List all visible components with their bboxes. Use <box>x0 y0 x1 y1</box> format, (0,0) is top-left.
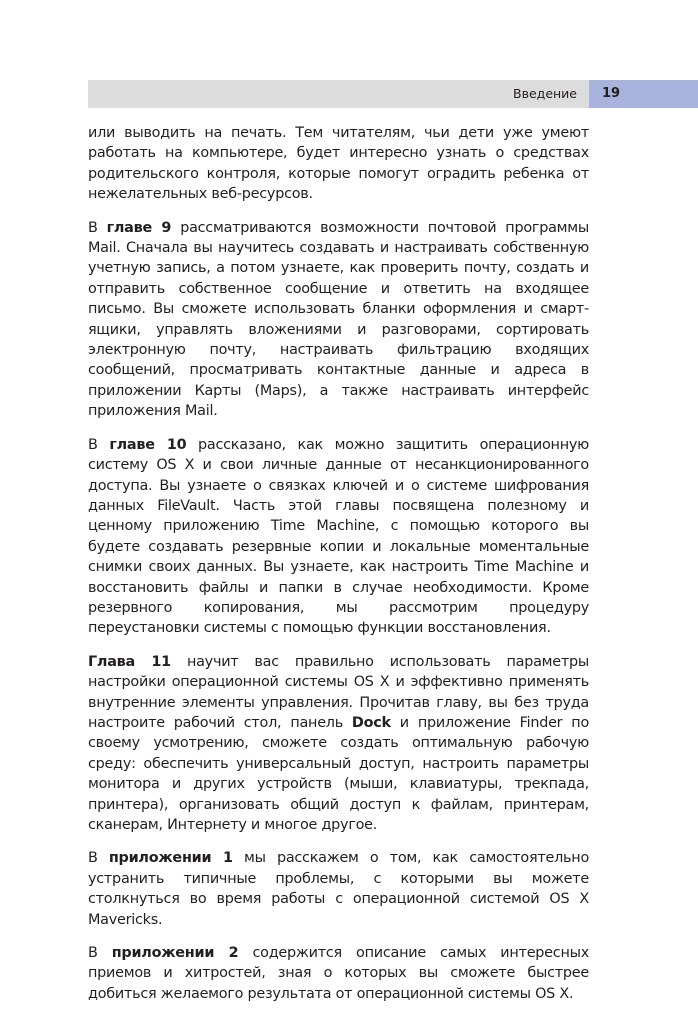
paragraph-chapter-9-text: рассматриваются возможности почтовой программы Mail. Сначала вы научитесь создавать и настраивать собственную учетную запись, а потом узнаете, как проверить почту, создать и отправить собственное сообщение и ответить на входящее письмо. Вы сможете использовать бланки оформления и смарт-ящики, управлять вложениями и разговорами, сортировать электронную почту, настраивать фильтрацию входящих сообщений, просматривать контактные данные и адреса в приложении Карты (Maps), а также настраивать интерфейс приложения Mail. <box>88 219 589 420</box>
paragraph-chapter-9 <box>88 218 589 422</box>
appendix-2-ref: приложении 2 <box>111 945 239 962</box>
paragraph-chapter-11 <box>88 652 589 836</box>
paragraph-chapter-10-text: рассказано, как можно защитить операционную систему OS X и свои личные данные от несанкционированного доступа. Вы узнаете о связках ключей и о системе шифрования данных FileVault. Часть этой главы посвящена полезному и ценному приложению Time Machine, с помощью которого вы будете создавать резервные копии и локальные моментальные снимки своих данных. Вы узнаете, как настроить Time Machine и восстановить файлы и папки в случае необходимости. Кроме резервного копирования, мы рассмотрим процедуру переустановки системы с помощью функции восстановления. <box>88 436 589 637</box>
paragraph-chapter-10-lead: В <box>88 436 110 453</box>
paragraph-chapter-10 <box>88 435 589 639</box>
paragraph-appendix-1-text: мы расскажем о том, как самостоятельно устранить типичные проблемы, с которыми вы можете столкнуться во время работы с операционной системой OS X Mavericks. <box>88 850 589 928</box>
paragraph-appendix-2-lead: В <box>88 945 112 962</box>
paragraph-chapter-11-text-2: и приложение Finder по своему усмотрению, сможете создать оптимальную рабочую среду: обеспечить универсальный доступ, настроить параметры монитора и других устройств (мыши, клавиатуры, трекпада, принтера), организовать общий доступ к файлам, принтерам, сканерам, Интернету и многое другое. <box>88 714 589 833</box>
paragraph-appendix-2-text: содержится описание самых интересных приемов и хитростей, зная о которых вы сможете быстрее добиться желаемого результата от операционной системы OS X. <box>88 945 589 1002</box>
dock-term: Dock <box>351 714 391 731</box>
paragraph-chapter-9-lead: В <box>88 219 107 236</box>
page-body <box>88 123 589 1017</box>
paragraph-1 <box>88 123 589 205</box>
chapter-11-ref: Глава 11 <box>88 653 171 670</box>
running-header-bar <box>88 80 589 108</box>
chapter-9-ref: главе 9 <box>106 219 172 236</box>
running-header-section: Введение <box>513 86 577 101</box>
appendix-1-ref: приложении 1 <box>108 850 233 867</box>
paragraph-chapter-11-text: научит вас правильно использовать параметры настройки операционной системы OS X и эффективно применять внутренние элементы управления. Прочитав главу, вы без труда настроите рабочий стол, панель <box>88 653 589 731</box>
page-number: 19 <box>602 86 621 101</box>
chapter-10-ref: главе 10 <box>109 436 187 453</box>
paragraph-appendix-2 <box>88 943 589 1004</box>
paragraph-1-text: или выводить на печать. Тем читателям, чьи дети уже умеют работать на компьютере, будет интересно узнать о средствах родительского контроля, которые помогут оградить ребенка от нежелательных веб-ресурсов. <box>88 125 589 203</box>
page-number-tab <box>589 80 698 108</box>
paragraph-appendix-1-lead: В <box>88 850 109 867</box>
paragraph-appendix-1 <box>88 848 589 930</box>
